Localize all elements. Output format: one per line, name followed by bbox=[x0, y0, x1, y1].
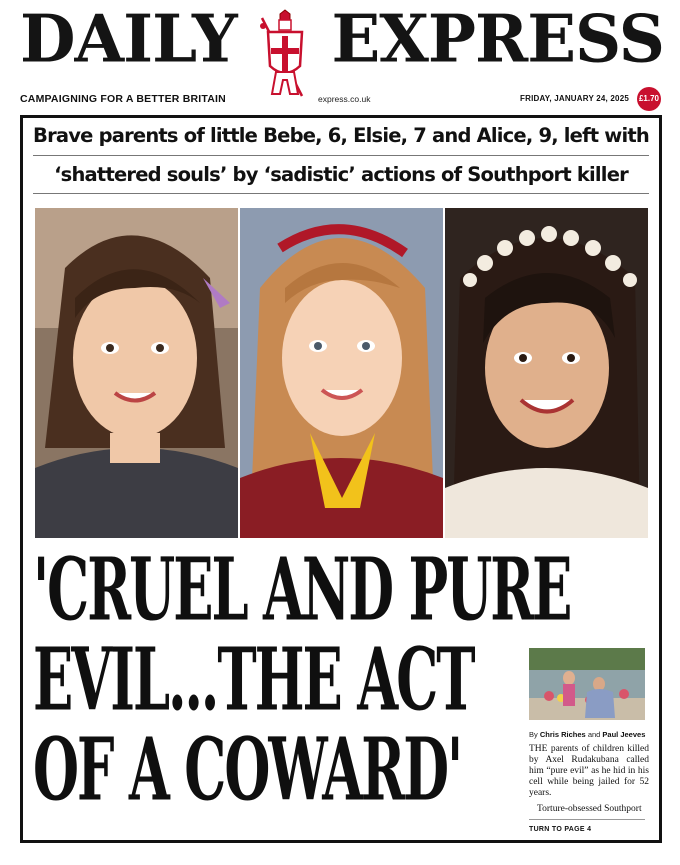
website-url[interactable]: express.co.uk bbox=[318, 94, 371, 104]
story-body: THE parents of children killed by Axel Rudakubana called him “pure evil” as he hid in his cell while being jailed for 52 years. bbox=[529, 744, 649, 798]
child-portrait-photo bbox=[445, 208, 648, 538]
strapline-divider bbox=[33, 193, 649, 194]
child-portrait-photo-2 bbox=[240, 208, 443, 538]
crusader-knight-icon bbox=[254, 8, 316, 102]
child-portrait-photo bbox=[240, 208, 443, 538]
masthead bbox=[0, 0, 680, 112]
turn-to-page-link[interactable]: TURN TO PAGE 4 bbox=[529, 826, 592, 833]
front-page-frame bbox=[20, 115, 662, 843]
child-portrait-photo-3 bbox=[445, 208, 648, 538]
issue-date: FRIDAY, JANUARY 24, 2025 bbox=[520, 94, 629, 103]
byline bbox=[529, 730, 649, 739]
strapline-line-1: Brave parents of little Bebe, 6, Elsie, 7 and Alice, 9, left with bbox=[33, 124, 650, 147]
masthead-title-left: DAILY bbox=[20, 1, 237, 78]
story-divider bbox=[529, 819, 645, 820]
story-body-continued: Torture-obsessed Southport bbox=[537, 804, 642, 814]
byline-join: and bbox=[587, 730, 601, 739]
headline-line-1: 'CRUEL AND PURE bbox=[33, 538, 571, 640]
memorial-tributes-photo bbox=[529, 648, 645, 720]
strapline-divider bbox=[33, 155, 649, 156]
headline-line-2: EVIL...THE ACT bbox=[33, 628, 474, 730]
child-portrait-photo-1 bbox=[35, 208, 238, 538]
memorial-tributes-photo bbox=[529, 648, 645, 720]
price-badge: £1.70 bbox=[637, 87, 661, 111]
author-name: Paul Jeeves bbox=[602, 730, 646, 739]
author-name: Chris Riches bbox=[539, 730, 586, 739]
masthead-tagline: CAMPAIGNING FOR A BETTER BRITAIN bbox=[20, 93, 226, 105]
headline-line-3: OF A COWARD' bbox=[33, 718, 462, 820]
child-portrait-photo bbox=[35, 208, 238, 538]
byline-prefix: By bbox=[529, 730, 538, 739]
strapline-line-2: ‘shattered souls’ by ‘sadistic’ actions of Southport killer bbox=[54, 163, 628, 186]
masthead-title-right: EXPRESS bbox=[331, 1, 664, 78]
